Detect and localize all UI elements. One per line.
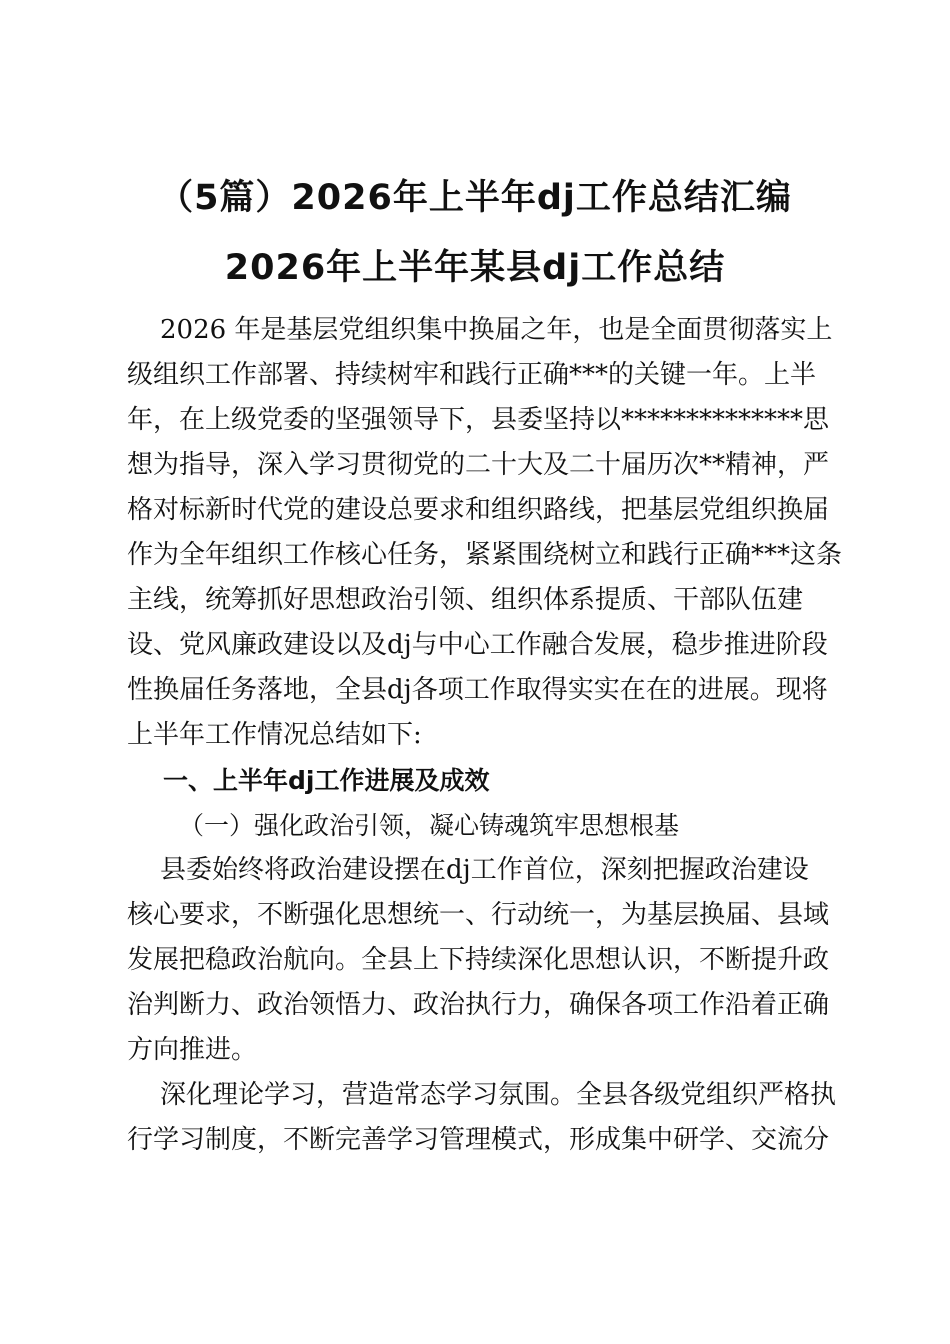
document-subtitle: 2026年上半年某县dj工作总结 (224, 248, 726, 288)
paragraph-line: 县委始终将政治建设摆在dj工作首位，深刻把握政治建设 (160, 855, 809, 885)
document-title: （5篇）2026年上半年dj工作总结汇编 (158, 178, 792, 218)
intro-line: 作为全年组织工作核心任务，紧紧围绕树立和践行正确***这条 (127, 540, 843, 570)
body-text (127, 308, 843, 1163)
section-heading: 一、上半年dj工作进展及成效 (163, 766, 490, 795)
intro-line: 设、党风廉政建设以及dj与中心工作融合发展，稳步推进阶段 (127, 630, 828, 660)
paragraph-line: 深化理论学习，营造常态学习氛围。全县各级党组织严格执 (160, 1080, 837, 1110)
paragraph-line: 发展把稳政治航向。全县上下持续深化思想认识，不断提升政 (127, 945, 830, 975)
intro-line: 格对标新时代党的建设总要求和组织路线，把基层党组织换届 (127, 495, 830, 525)
paragraph-line: 核心要求，不断强化思想统一、行动统一，为基层换届、县域 (127, 900, 830, 930)
intro-line: 年，在上级党委的坚强领导下，县委坚持以**************思 (127, 405, 830, 435)
intro-line: 级组织工作部署、持续树牢和践行正确***的关键一年。上半 (127, 360, 817, 390)
intro-line: 上半年工作情况总结如下: (127, 720, 422, 750)
paragraph-line: 治判断力、政治领悟力、政治执行力，确保各项工作沿着正确 (127, 990, 830, 1020)
subsection-heading: （一）强化政治引领，凝心铸魂筑牢思想根基 (179, 811, 680, 840)
intro-line: 2026 年是基层党组织集中换届之年，也是全面贯彻落实上 (160, 315, 833, 345)
intro-line: 主线，统筹抓好思想政治引领、组织体系提质、干部队伍建 (127, 585, 804, 615)
paragraph-line: 行学习制度，不断完善学习管理模式，形成集中研学、交流分 (127, 1125, 830, 1155)
intro-line: 想为指导，深入学习贯彻党的二十大及二十届历次**精神，严 (127, 450, 830, 480)
paragraph-line: 方向推进。 (127, 1035, 258, 1065)
intro-line: 性换届任务落地，全县dj各项工作取得实实在在的进展。现将 (127, 675, 828, 705)
